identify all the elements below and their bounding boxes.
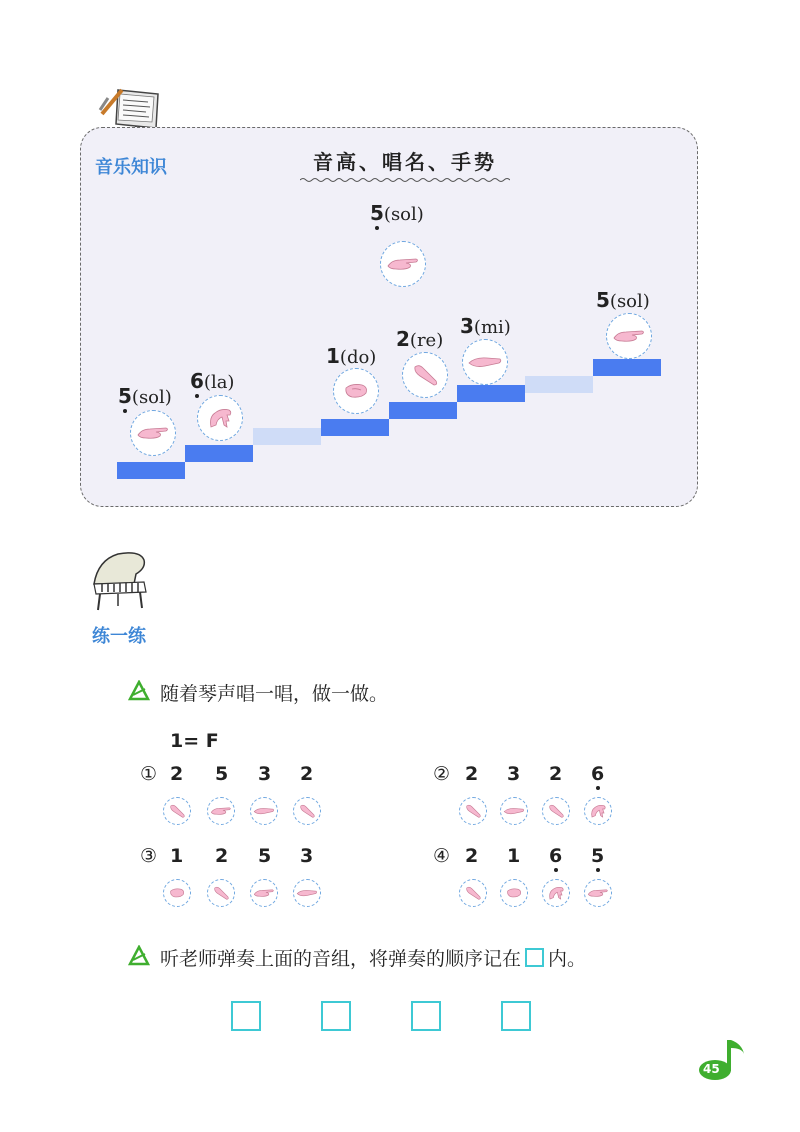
answer-box-1[interactable] (231, 1001, 261, 1031)
note-mi: 3(mi) (460, 314, 511, 338)
answer-box-3[interactable] (411, 1001, 441, 1031)
step-mi (457, 385, 525, 402)
group-4: ④ 2 1 6 5 (433, 845, 605, 867)
note-re: 2(re) (396, 327, 444, 351)
flat-hand-icon (606, 313, 652, 359)
claw-hand-icon (584, 797, 612, 825)
flat-hand-icon (207, 797, 235, 825)
piano-icon (88, 548, 154, 622)
slant-hand-icon (163, 797, 191, 825)
step-ti-low (253, 428, 321, 445)
step-la-low (185, 445, 253, 462)
slant-hand-icon (207, 879, 235, 907)
level-hand-icon (462, 339, 508, 385)
note-do: 1(do) (326, 344, 377, 368)
flat-hand-icon (584, 879, 612, 907)
page-title: 音高、唱名、手势 (313, 150, 497, 174)
note-sol: 5(sol) (596, 288, 650, 312)
step-re (389, 402, 457, 419)
fist-hand-icon (163, 879, 191, 907)
level-hand-icon (250, 797, 278, 825)
answer-box-2[interactable] (321, 1001, 351, 1031)
note-sol-high: 5(sol) (370, 201, 424, 225)
music-knowledge-panel (80, 127, 698, 507)
slant-hand-icon (542, 797, 570, 825)
slant-hand-icon (402, 352, 448, 398)
note-sol-low: 5(sol) (118, 384, 172, 408)
level-hand-icon (500, 797, 528, 825)
group-1: ① 2 5 3 2 (140, 763, 314, 785)
step-sol (593, 359, 661, 376)
slant-hand-icon (293, 797, 321, 825)
triangle-icon (128, 945, 150, 971)
wavy-underline (300, 176, 510, 184)
flat-hand-icon (380, 241, 426, 287)
level-hand-icon (293, 879, 321, 907)
claw-hand-icon (542, 879, 570, 907)
fist-hand-icon (333, 368, 379, 414)
fist-hand-icon (500, 879, 528, 907)
answer-box-4[interactable] (501, 1001, 531, 1031)
group-2: ② 2 3 2 6 (433, 763, 605, 785)
page-number: 45 (703, 1062, 720, 1076)
group-3: ③ 1 2 5 3 (140, 845, 314, 867)
flat-hand-icon (130, 410, 176, 456)
note-la-low: 6(la) (190, 369, 235, 393)
triangle-icon (128, 680, 150, 706)
step-do (321, 419, 389, 436)
slant-hand-icon (459, 879, 487, 907)
instruction-listen: 听老师弹奏上面的音组，将弹奏的顺序记在 内。 (160, 948, 587, 970)
key-signature: 1= F (170, 730, 219, 752)
instruction-sing: 随着琴声唱一唱，做一做。 (160, 683, 389, 705)
claw-hand-icon (197, 395, 243, 441)
exercise-label: 练一练 (92, 626, 146, 647)
step-fa (525, 376, 593, 393)
music-note-icon (698, 1036, 748, 1086)
flat-hand-icon (250, 879, 278, 907)
music-knowledge-label: 音乐知识 (95, 157, 167, 178)
slant-hand-icon (459, 797, 487, 825)
inline-answer-box (525, 948, 544, 967)
step-sol-low (117, 462, 185, 479)
